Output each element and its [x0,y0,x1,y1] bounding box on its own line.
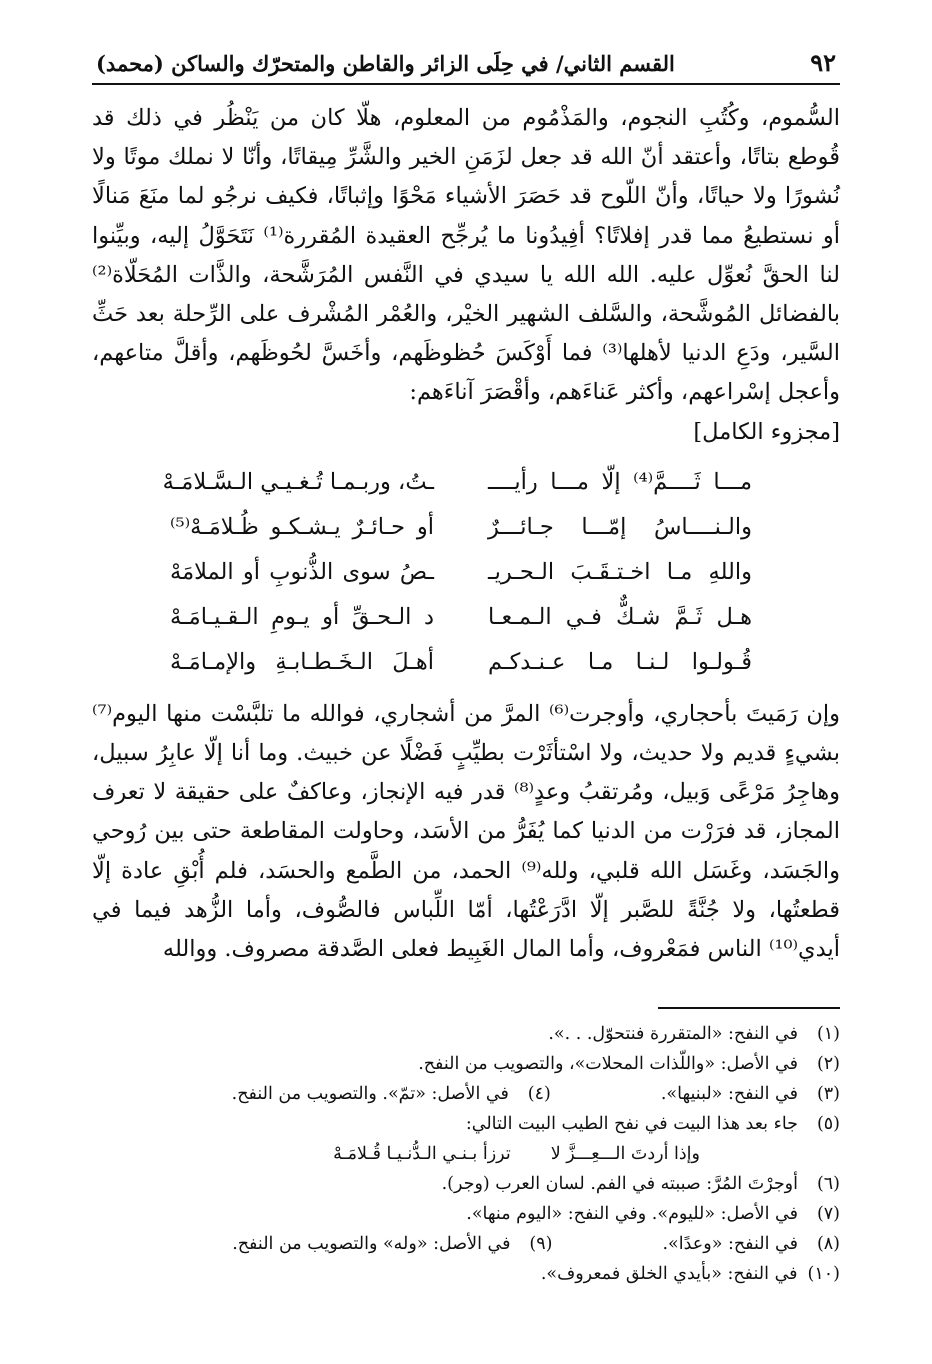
footnote [92,1049,840,1079]
page-number: ٩٢ [810,48,836,77]
poem-verse [92,640,840,685]
running-header [92,48,840,85]
footnote-number: (٩) [529,1234,553,1255]
verse-first-hemistich: هـل ثَـمَّ شـكٌّ فـي الـمـعـا [488,603,752,630]
footnote [92,1079,840,1109]
book-page [92,48,840,1348]
verse-second-hemistich: ترزأ بـنـي الـدُّنـيـا قُـلامَـهْ [333,1144,511,1165]
verse-second-hemistich: د الـحـقِّ أو يـومِ الـقـيـامَـهْ [170,603,434,630]
footnote-number: (٦) [816,1174,840,1195]
poem-verse [92,595,840,640]
poem-verse [92,505,840,550]
footnote [92,1109,840,1139]
paragraph-1: السُّموم، وكُتُبِ النجوم، والمَذْمُوم من المعلوم، هلّا كان من يَنْظُر في ذلك قد قُوطع بتاتًا، وأعتقد أنّ الله قد جعل لزَمَنِ الخير والشَّرِّ مِيقاتًا، وأنّا لا نملك موتًا ولا نُشورًا ولا حياتًا، وأنّ اللّوح قد حَصَرَ الأشياء مَحْوًا وإثباتًا، فكيف نرجُو لما منَعَ مَنالًا أو نستطيعُ مما قدر إفلاتًا؟ أفِيدُونا ما يُرجِّح العقيدة المُقررة⁽¹⁾ نَتَحَوَّلُ إليه، وبيِّنوا لنا الحقَّ نُعوِّل عليه. الله الله يا سيدي في النَّفس المُرَشَّحة، والذَّات المُحَلّاة⁽²⁾ بالفضائل المُوشَّحة، والسَّلف الشهير الخيْر، والعُمْر المُشْرف على الرِّحلة بعد حَثِّ السَّير، ودَعِ الدنيا لأهلها⁽³⁾ فما أَوْكَسَ حُظوظَهم، وأخَسَّ لحُوظَهم، وأقلَّ متاعهم، وأعجل إسْراعهم، وأكثر عَناءَهم، وأقْصَرَ آناءَهم: [92,105,840,406]
footnote-text: في النفح: «وعدًا». [662,1234,798,1255]
footnote-number: (١) [816,1024,840,1045]
verse-second-hemistich: أهـلَ الـخَـطـابـةِ والإمـامَـهْ [170,648,434,675]
footnote-text: في النفح: «المتقررة فنتحوّل. . .». [548,1024,798,1045]
footnote-text: في الأصل: «وله» والتصويب من النفح. [232,1234,511,1255]
footnote-verse [92,1139,840,1169]
footnote-number: (٥) [816,1114,840,1135]
verse-second-hemistich: أو حـائـرٌ يـشـكـو ظُـلامَـهْ⁽⁵⁾ [170,513,434,540]
footnote-number: (٣) [816,1084,840,1105]
verse-first-hemistich: وإذا أردتَ الـــعِـــزَّ لا [550,1144,700,1165]
main-text [92,99,840,969]
poem-verse [92,460,840,505]
verse-first-hemistich: واللهِ مـا اخـتـقَـبَ الـحـريـ [488,558,752,585]
footnote-number: (٢) [816,1054,840,1075]
verse-first-hemistich: مـــا ثَــــمَّ⁽⁴⁾ إلّا مـــا رأيــــ [488,468,752,495]
poem [92,460,840,685]
verse-first-hemistich: قُـولـوا لـنـا مـا عـنـدكـم [488,648,752,675]
footnote-number: (٤) [527,1084,551,1105]
verse-second-hemistich: ـتُ، وربـمـا تُـغـيـي الـسَّـلامَـهْ [162,468,434,495]
spacer [562,1229,652,1259]
footnote-text: في النفح: «بأيدي الخلق فمعروف». [540,1264,798,1285]
footnote-text: في الأصل: «واللّذات المحلات»، والتصويب من النفح. [418,1054,798,1075]
verse-second-hemistich: ـصُ سوى الذُّنوبِ أو الملامَهْ [170,558,434,585]
footnote [92,1019,840,1049]
spacer [561,1079,651,1109]
meter-label: [مجزوء الكامل] [693,418,840,445]
footnote-text: أوجرْتَ المُرَّ: صببته في الفم. لسان العرب (وجر). [441,1174,798,1195]
verse-first-hemistich: والـنــــاسُ إمّـــا جـائـــرٌ [488,513,752,540]
footnote [92,1169,840,1199]
running-title: القسم الثاني/ في حِلَى الزائر والقاطن والمتحرّك والساكن (محمد) [96,51,675,76]
footnote-text: جاء بعد هذا البيت في نفح الطيب البيت التالي: [465,1114,798,1135]
footnote [92,1229,840,1259]
paragraph-2: وإن رَمَيتَ بأحجاري، وأوجرت⁽⁶⁾ المرَّ من أشجاري، فوالله ما تلبَّسْت منها اليوم⁽⁷⁾ بشيءٍ قديم ولا حديث، ولا اسْتأثَرْت بطيِّبٍ فَضْلًا عن خبيث. وما أنا إلّا عابِرُ سبيل، وهاجِرُ مَرْعًى وَبيل، ومُرتقبُ وعدٍ⁽⁸⁾ قدر فيه الإنجاز، وعاكفٌ على حقيقة لا تعرف المجاز، قد فرَرْت من الدنيا كما يُفَرُّ من الأسَد، وحاولت المقاطعة حتى بين رُوحي والجَسَد، وغَسَل الله قلبي، ولله⁽⁹⁾ الحمد، من الطَّمع والحسَد، فلم أُبْقِ عادة إلّا قطعتُها، ولا جُنَّةً للصَّبر إلّا ادَّرَعْتُها، أمّا اللِّباس فالصُّوف، وأما الزُّهد فيما في أيدي⁽¹⁰⁾ الناس فمَعْروف، وأما المال الغَبِيط فعلى الصَّدقة مصروف. ووالله [92,700,840,963]
footnote-number: (١٠) [807,1264,840,1285]
footnote-divider [658,1007,840,1009]
footnote-text: في الأصل: «تمّ». والتصويب من النفح. [231,1084,509,1105]
poem-verse [92,550,840,595]
footnote [92,1259,840,1289]
footnote [92,1199,840,1229]
footnote-number: (٨) [816,1234,840,1255]
footnote-number: (٧) [816,1204,840,1225]
footnote-text: في النفح: «لبنيها». [660,1084,798,1105]
footnotes [92,1019,840,1289]
footnote-text: في الأصل: «لليوم». وفي النفح: «اليوم منها». [466,1204,798,1225]
